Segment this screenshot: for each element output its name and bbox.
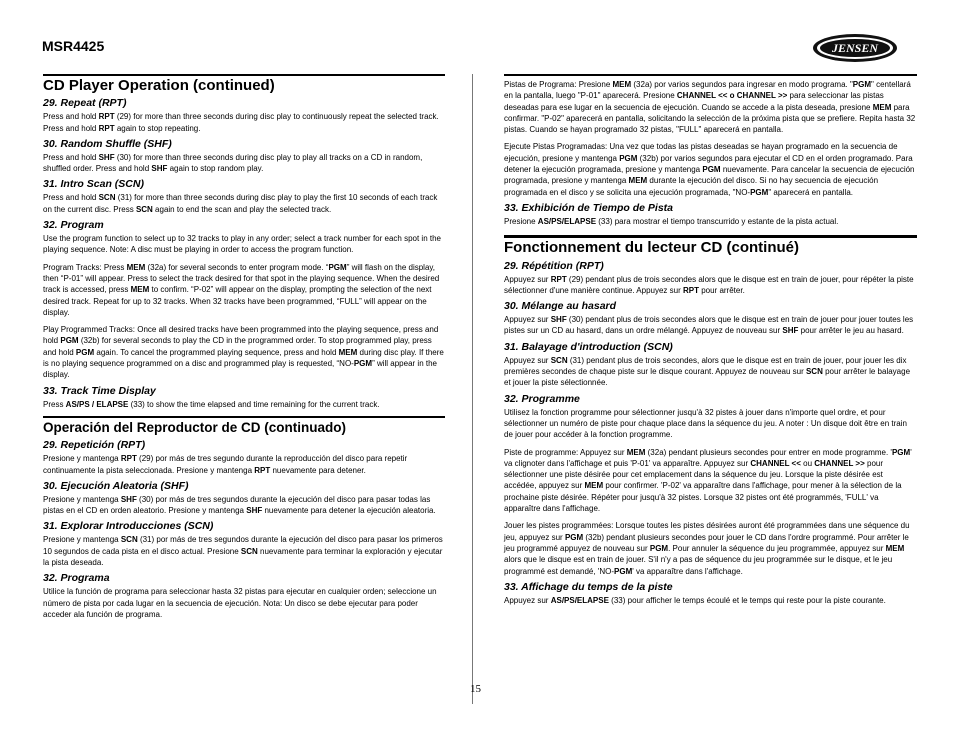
item-heading: 31. Intro Scan (SCN) bbox=[43, 178, 144, 191]
item-heading: 30. Random Shuffle (SHF) bbox=[43, 137, 172, 150]
page-number: 15 bbox=[470, 683, 481, 695]
item-paragraph: Press and hold SHF (30) for more than three seconds during disc play to play all tracks on a CD in random, shuffled order. Press and hold SHF again to stop random play. bbox=[43, 152, 423, 174]
es-continued bbox=[504, 74, 917, 198]
item-heading: 31. Balayage d'introduction (SCN) bbox=[504, 340, 673, 353]
item-heading: 33. Exhibición de Tiempo de Pista bbox=[504, 201, 674, 214]
item-heading: 32. Programme bbox=[504, 392, 580, 405]
item-paragraph: Appuyez sur RPT (29) pendant plus de trois secondes alors que le disque est en train de jouer, pour répéter la piste sélectionner d'une manière continue. Appuyez sur RPT pour arrêter. bbox=[504, 274, 914, 295]
section-title-es: Operación del Reproductor de CD (continuado) bbox=[43, 416, 445, 435]
item-heading: 30. Mélange au hasard bbox=[504, 300, 617, 313]
item-paragraph: Appuyez sur AS/PS/ELAPSE (33) pour afficher le temps écoulé et le temps qui reste pour la piste courante. bbox=[504, 595, 886, 605]
item-heading: 32. Program bbox=[43, 219, 104, 232]
item-paragraph: Press and hold SCN (31) for more than three seconds during disc play to play the first 10 seconds of each track on the current disc. Press SCN again to end the scan and play the selected track. bbox=[43, 193, 438, 214]
item-paragraph: Utilice la función de programa para seleccionar hasta 32 pistas para ejecutar en cualquier orden; seleccione un número de pista por cada lugar en la secuencia de ejecución. Nota: Un disco se debe ejecutar para poder acceder ala función de programa. bbox=[43, 587, 437, 619]
item-paragraph: Piste de programme: Appuyez sur MEM (32a) pendant plusieurs secondes pour entrer en mode programme. 'PGM' va clignoter dans l'affichage et puis 'P-01' va apparaître. Appuyez sur CHANNEL << ou CHANNEL >> pour sélectionner une piste désirée pour cet emplacement dans la séquence du jeu. Lorsque la piste désirée est accédée, appuyez sur MEM pour confirmer. 'P-02' va apparaître dans l'affichage, pour mener à la sélection de la prochaine piste désirée. Répéter pour jusqu'à 32 pistes. Lorsque 32 pistes ont été programmés, 'FULL' va apparaître dans l'affichage. bbox=[504, 447, 912, 514]
item-paragraph: Presione y mantenga SCN (31) por más de tres segundos durante la ejecución del disco para pasar los primeros 10 segundos de cada pista en el disco actual. Presione SCN nuevamente para terminar la exploración y ejecutar la pista deseada. bbox=[43, 535, 443, 568]
section-title-en: CD Player Operation (continued) bbox=[43, 74, 445, 93]
item-paragraph: Press and hold RPT (29) for more than three seconds during disc play to continuously repeat the selected track. Press and hold RPT again to stop repeating. bbox=[43, 112, 439, 133]
paragraph: Pistas de Programa: Presione MEM (32a) por varios segundos para ingresar en modo programa. "PGM" centellará en la pantalla, luego "P-01" aparecerá. Presione CHANNEL << o CHANNEL >> para seleccionar las pistas deseadas para ese lugar en la secuencia de ejecución. Cuando se accede a la pista deseada, presione MEM para confirmar. "P-02" aparecerá en pantalla, solicitando la selección de la próxima pista que se prefiere. Repita hasta 32 pistas. Cuando se hayan programado 32 pistas, "FULL" aparecerá en pantalla. bbox=[504, 80, 916, 135]
item-paragraph: Press AS/PS / ELAPSE (33) to show the time elapsed and time remaining for the current track. bbox=[43, 399, 380, 409]
item-paragraph: Program Tracks: Press MEM (32a) for several seconds to enter program mode. “PGM” will flash on the display, then “P-01” will appear. Press to select the track desired for that spot in the playing sequence. When the desired track is accessed, press MEM to confirm. “P-02” will appear on the display, prompting the selection of the next desired track. Repeat for up to 32 tracks. When 32 tracks have been programmed, “FULL” will appear on the display. bbox=[43, 262, 440, 317]
item-heading: 30. Ejecución Aleatoria (SHF) bbox=[43, 479, 189, 492]
logo-text: JENSEN bbox=[831, 41, 879, 55]
item-heading: 29. Répétition (RPT) bbox=[504, 259, 604, 272]
es-items bbox=[43, 439, 445, 620]
item-heading: 31. Explorar Introducciones (SCN) bbox=[43, 520, 214, 533]
item-heading: 29. Repetición (RPT) bbox=[43, 439, 146, 452]
item-paragraph: Presione y mantenga SHF (30) por más de tres segundos durante la ejecución del disco para pasar todas las pistas en el CD en orden aleatorio. Presione y mantenga SHF nuevamente para detener la ejecución aleatoria. bbox=[43, 494, 436, 516]
item-paragraph: Presione y mantenga RPT (29) por más de tres segundo durante la reproducción del disco para repetir continuamente la pista seleccionada. Presione y mantenga RPT nuevamente para detener. bbox=[43, 454, 408, 475]
model-name: MSR4425 bbox=[42, 38, 105, 54]
jensen-logo bbox=[812, 33, 898, 63]
item-heading: 29. Repeat (RPT) bbox=[43, 97, 127, 110]
paragraph: Ejecute Pistas Programadas: Una vez que todas las pistas deseadas se hayan programado en la secuencia de ejecución, presione y mantenga PGM (32b) por varios segundos para ejecutar el CD en el orden programado. Para detener la ejecución programada, presione y mantenga PGM nuevamente. Para cancelar la secuencia de ejecución programada, presione y mantenga MEM durante la ejecución del disco. Si no hay secuencia de ejecución programada en el disco y se solicita una ejecución programada, "NO-PGM" aparecerá en pantalla. bbox=[504, 142, 915, 197]
item-paragraph: Appuyez sur SHF (30) pendant plus de trois secondes alors que le disque est en train de jouer pour jouer toutes les pistes sur un CD au hasard, dans un ordre mélangé. Appuyez de nouveau sur SHF pour arrêter le jeu au hasard. bbox=[504, 315, 914, 336]
en-items bbox=[43, 97, 445, 410]
column-divider bbox=[472, 74, 473, 704]
section-title-fr: Fonctionnement du lecteur CD (continué) bbox=[504, 235, 917, 255]
item-heading: 33. Track Time Display bbox=[43, 384, 156, 397]
item-heading: 32. Programa bbox=[43, 572, 110, 585]
item-heading: 33. Affichage du temps de la piste bbox=[504, 580, 673, 593]
item-paragraph: Jouer les pistes programmées: Lorsque toutes les pistes désirées auront été programmées dans une séquence du jeu, appuyez sur PGM (32b) pendant plusieurs secondes pour jouer le CD dans l'ordre programmé. Pour arrêter le jeu programmé appuyez de nouveau sur PGM. Pour annuler la séquence du jeu programmée, appuyez sur MEM alors que le disque est en train de jouer. S'il n'y a pas de séquence du jeu programmée sur le disque, et le jeu programmé est demandé, 'NO-PGM' va apparaître dans l'affichage. bbox=[504, 521, 910, 576]
es-continued-items bbox=[504, 202, 917, 227]
item-paragraph: Utilisez la fonction programme pour sélectionner jusqu'à 32 pistes à jouer dans n'importe quel ordre, et pour sélectionner un numéro de piste pour chaque place dans la séquence du jeu. A noter : Un disque doit être en train de jouer pour accéder à la fonction programme. bbox=[504, 407, 907, 440]
item-paragraph: Use the program function to select up to 32 tracks to play in any order; select a track number for each spot in the playing sequence. Note: A disc must be playing in order to access the program function. bbox=[43, 234, 441, 255]
right-column bbox=[504, 74, 917, 606]
left-column bbox=[43, 74, 445, 620]
item-paragraph: Play Programmed Tracks: Once all desired tracks have been programmed into the playing sequence, press and hold PGM (32b) for several seconds to play the CD in the programmed order. To stop programmed play, press and hold PGM again. To cancel the programmed playing sequence, press and hold MEM during disc play. If there is no playing sequence programmed on a disc and programmed play is requested, “NO-PGM” will appear in the display. bbox=[43, 325, 444, 380]
fr-items bbox=[504, 260, 917, 607]
item-paragraph: Presione AS/PS/ELAPSE (33) para mostrar el tiempo transcurrido y estante de la pista actual. bbox=[504, 216, 839, 226]
item-paragraph: Appuyez sur SCN (31) pendant plus de trois secondes, alors que le disque est en train de jouer, pour jouer les dix premières secondes de chaque piste sur le disque courant. Appuyez de nouveau sur SCN pour arrêter le balayage et jouer la piste sélectionnée. bbox=[504, 355, 911, 388]
